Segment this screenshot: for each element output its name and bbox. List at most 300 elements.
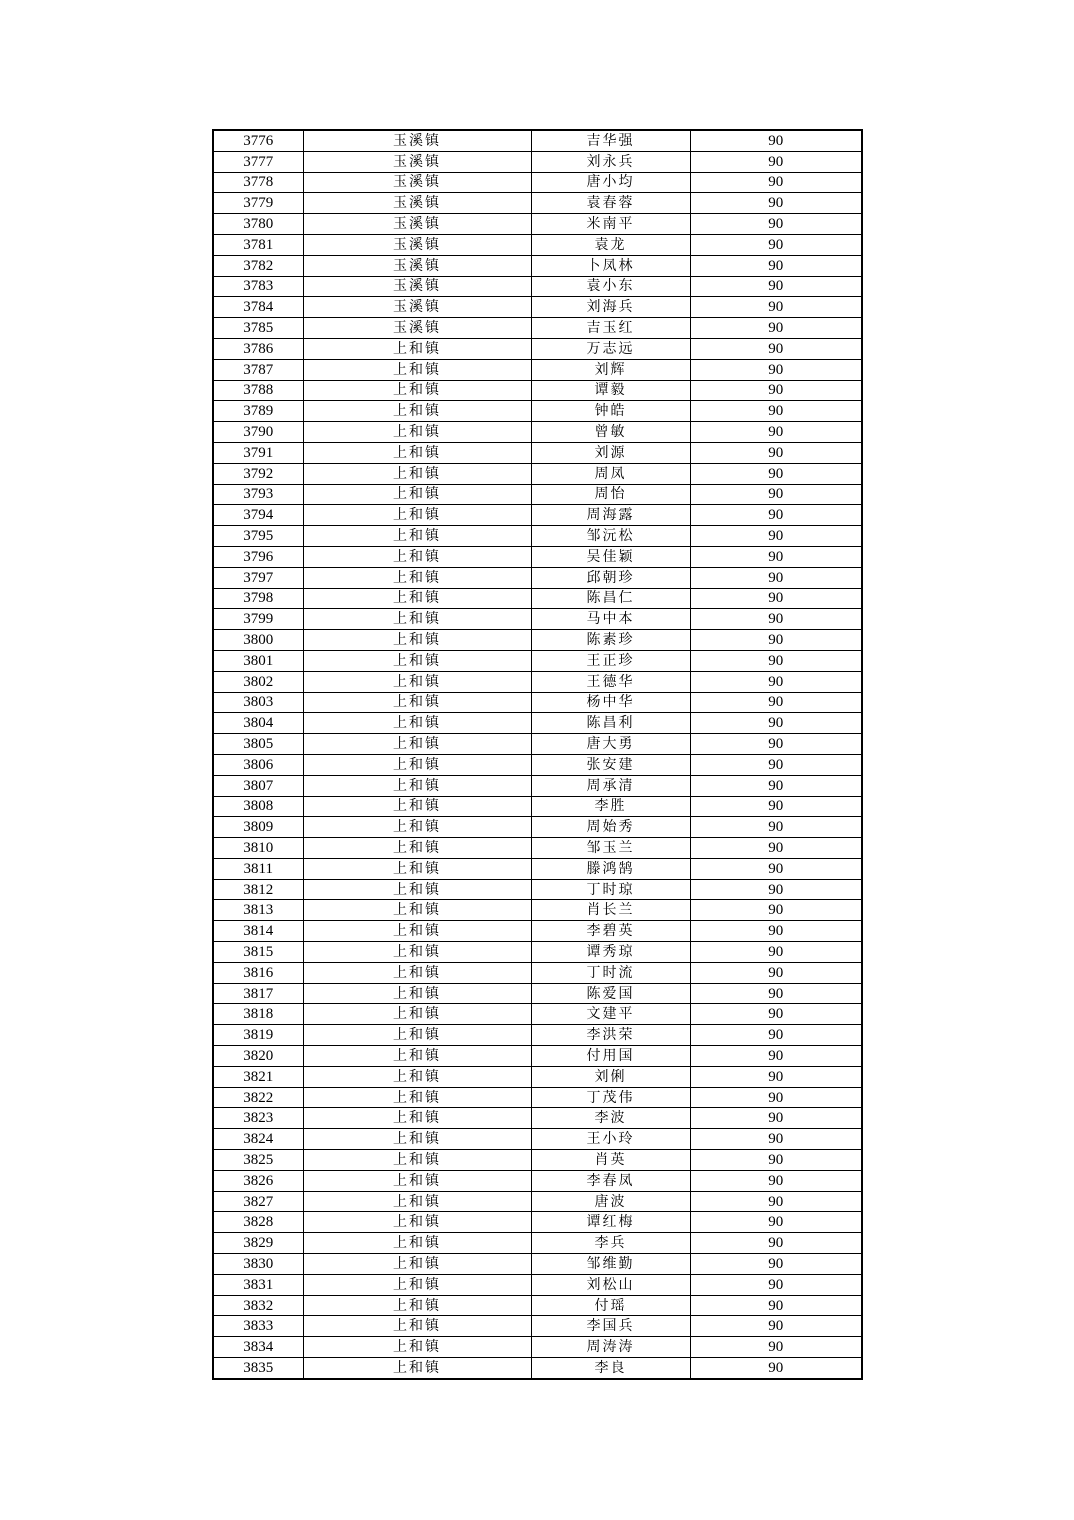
serial-number-cell: 3832	[213, 1295, 303, 1316]
amount-cell: 90	[690, 858, 862, 879]
amount-cell: 90	[690, 630, 862, 651]
serial-number-cell: 3811	[213, 858, 303, 879]
town-cell: 上和镇	[303, 380, 531, 401]
town-cell: 上和镇	[303, 734, 531, 755]
person-name-cell: 张安建	[531, 754, 690, 775]
serial-number-cell: 3785	[213, 318, 303, 339]
town-cell: 上和镇	[303, 588, 531, 609]
serial-number-cell: 3797	[213, 567, 303, 588]
serial-number-cell: 3795	[213, 526, 303, 547]
table-row	[213, 1129, 862, 1150]
town-cell: 上和镇	[303, 796, 531, 817]
serial-number-cell: 3810	[213, 838, 303, 859]
town-cell: 上和镇	[303, 1274, 531, 1295]
amount-cell: 90	[690, 1108, 862, 1129]
table-row	[213, 1337, 862, 1358]
town-cell: 玉溪镇	[303, 151, 531, 172]
amount-cell: 90	[690, 234, 862, 255]
serial-number-cell: 3831	[213, 1274, 303, 1295]
person-name-cell: 卜凤林	[531, 255, 690, 276]
amount-cell: 90	[690, 1295, 862, 1316]
table-row	[213, 234, 862, 255]
person-name-cell: 吴佳颖	[531, 546, 690, 567]
serial-number-cell: 3792	[213, 463, 303, 484]
table-row	[213, 380, 862, 401]
person-name-cell: 王德华	[531, 671, 690, 692]
serial-number-cell: 3820	[213, 1046, 303, 1067]
amount-cell: 90	[690, 921, 862, 942]
amount-cell: 90	[690, 151, 862, 172]
table-row	[213, 1212, 862, 1233]
amount-cell: 90	[690, 297, 862, 318]
table-row	[213, 858, 862, 879]
amount-cell: 90	[690, 214, 862, 235]
amount-cell: 90	[690, 983, 862, 1004]
table-row	[213, 775, 862, 796]
town-cell: 玉溪镇	[303, 130, 531, 151]
amount-cell: 90	[690, 942, 862, 963]
town-cell: 上和镇	[303, 1004, 531, 1025]
table-row	[213, 1358, 862, 1379]
town-cell: 上和镇	[303, 838, 531, 859]
person-name-cell: 肖英	[531, 1150, 690, 1171]
person-name-cell: 袁春蓉	[531, 193, 690, 214]
person-name-cell: 周怡	[531, 484, 690, 505]
person-name-cell: 李胜	[531, 796, 690, 817]
serial-number-cell: 3776	[213, 130, 303, 151]
table-row	[213, 297, 862, 318]
amount-cell: 90	[690, 1150, 862, 1171]
person-name-cell: 刘源	[531, 442, 690, 463]
serial-number-cell: 3835	[213, 1358, 303, 1379]
person-name-cell: 周涛涛	[531, 1337, 690, 1358]
serial-number-cell: 3782	[213, 255, 303, 276]
serial-number-cell: 3822	[213, 1087, 303, 1108]
town-cell: 上和镇	[303, 546, 531, 567]
table-row	[213, 276, 862, 297]
person-name-cell: 吉华强	[531, 130, 690, 151]
serial-number-cell: 3781	[213, 234, 303, 255]
town-cell: 上和镇	[303, 962, 531, 983]
person-name-cell: 李兵	[531, 1233, 690, 1254]
person-name-cell: 陈昌仁	[531, 588, 690, 609]
town-cell: 上和镇	[303, 401, 531, 422]
person-name-cell: 刘俐	[531, 1066, 690, 1087]
person-name-cell: 周承清	[531, 775, 690, 796]
serial-number-cell: 3801	[213, 650, 303, 671]
person-name-cell: 王正珍	[531, 650, 690, 671]
town-cell: 上和镇	[303, 1066, 531, 1087]
town-cell: 上和镇	[303, 422, 531, 443]
person-name-cell: 李国兵	[531, 1316, 690, 1337]
person-name-cell: 邱朝珍	[531, 567, 690, 588]
amount-cell: 90	[690, 650, 862, 671]
serial-number-cell: 3817	[213, 983, 303, 1004]
table-row	[213, 214, 862, 235]
serial-number-cell: 3826	[213, 1170, 303, 1191]
amount-cell: 90	[690, 962, 862, 983]
person-name-cell: 丁时琼	[531, 879, 690, 900]
town-cell: 上和镇	[303, 650, 531, 671]
person-name-cell: 曾敏	[531, 422, 690, 443]
serial-number-cell: 3791	[213, 442, 303, 463]
table-row	[213, 754, 862, 775]
serial-number-cell: 3809	[213, 817, 303, 838]
table-row	[213, 713, 862, 734]
table-row	[213, 1004, 862, 1025]
roster-table-body	[213, 130, 862, 1379]
person-name-cell: 唐大勇	[531, 734, 690, 755]
person-name-cell: 邹沅松	[531, 526, 690, 547]
amount-cell: 90	[690, 1066, 862, 1087]
table-row	[213, 172, 862, 193]
amount-cell: 90	[690, 338, 862, 359]
amount-cell: 90	[690, 318, 862, 339]
town-cell: 上和镇	[303, 338, 531, 359]
person-name-cell: 袁小东	[531, 276, 690, 297]
serial-number-cell: 3805	[213, 734, 303, 755]
serial-number-cell: 3808	[213, 796, 303, 817]
serial-number-cell: 3778	[213, 172, 303, 193]
town-cell: 上和镇	[303, 567, 531, 588]
table-row	[213, 1108, 862, 1129]
town-cell: 上和镇	[303, 1129, 531, 1150]
town-cell: 上和镇	[303, 1108, 531, 1129]
table-row	[213, 1254, 862, 1275]
amount-cell: 90	[690, 671, 862, 692]
table-row	[213, 442, 862, 463]
person-name-cell: 李碧英	[531, 921, 690, 942]
serial-number-cell: 3819	[213, 1025, 303, 1046]
serial-number-cell: 3833	[213, 1316, 303, 1337]
town-cell: 上和镇	[303, 879, 531, 900]
town-cell: 上和镇	[303, 609, 531, 630]
amount-cell: 90	[690, 484, 862, 505]
town-cell: 上和镇	[303, 1046, 531, 1067]
town-cell: 上和镇	[303, 671, 531, 692]
town-cell: 玉溪镇	[303, 297, 531, 318]
amount-cell: 90	[690, 546, 862, 567]
amount-cell: 90	[690, 1212, 862, 1233]
town-cell: 上和镇	[303, 442, 531, 463]
amount-cell: 90	[690, 1087, 862, 1108]
amount-cell: 90	[690, 276, 862, 297]
town-cell: 上和镇	[303, 1087, 531, 1108]
amount-cell: 90	[690, 1170, 862, 1191]
person-name-cell: 周凤	[531, 463, 690, 484]
serial-number-cell: 3796	[213, 546, 303, 567]
table-row	[213, 1233, 862, 1254]
table-row	[213, 671, 862, 692]
town-cell: 玉溪镇	[303, 255, 531, 276]
person-name-cell: 文建平	[531, 1004, 690, 1025]
person-name-cell: 丁茂伟	[531, 1087, 690, 1108]
amount-cell: 90	[690, 713, 862, 734]
serial-number-cell: 3813	[213, 900, 303, 921]
table-row	[213, 942, 862, 963]
serial-number-cell: 3793	[213, 484, 303, 505]
person-name-cell: 唐小均	[531, 172, 690, 193]
person-name-cell: 周海露	[531, 505, 690, 526]
serial-number-cell: 3779	[213, 193, 303, 214]
town-cell: 上和镇	[303, 775, 531, 796]
person-name-cell: 袁龙	[531, 234, 690, 255]
table-row	[213, 817, 862, 838]
amount-cell: 90	[690, 172, 862, 193]
serial-number-cell: 3798	[213, 588, 303, 609]
serial-number-cell: 3827	[213, 1191, 303, 1212]
town-cell: 上和镇	[303, 1254, 531, 1275]
person-name-cell: 李洪荣	[531, 1025, 690, 1046]
roster-table	[212, 129, 863, 1380]
person-name-cell: 米南平	[531, 214, 690, 235]
table-row	[213, 130, 862, 151]
amount-cell: 90	[690, 255, 862, 276]
table-row	[213, 796, 862, 817]
serial-number-cell: 3800	[213, 630, 303, 651]
amount-cell: 90	[690, 401, 862, 422]
town-cell: 上和镇	[303, 942, 531, 963]
serial-number-cell: 3804	[213, 713, 303, 734]
town-cell: 上和镇	[303, 1212, 531, 1233]
serial-number-cell: 3802	[213, 671, 303, 692]
table-row	[213, 838, 862, 859]
amount-cell: 90	[690, 1233, 862, 1254]
table-row	[213, 1274, 862, 1295]
person-name-cell: 邹维勤	[531, 1254, 690, 1275]
amount-cell: 90	[690, 359, 862, 380]
table-row	[213, 359, 862, 380]
amount-cell: 90	[690, 879, 862, 900]
town-cell: 上和镇	[303, 1170, 531, 1191]
person-name-cell: 李良	[531, 1358, 690, 1379]
amount-cell: 90	[690, 1129, 862, 1150]
town-cell: 玉溪镇	[303, 214, 531, 235]
town-cell: 上和镇	[303, 526, 531, 547]
person-name-cell: 谭秀琼	[531, 942, 690, 963]
serial-number-cell: 3829	[213, 1233, 303, 1254]
person-name-cell: 丁时流	[531, 962, 690, 983]
amount-cell: 90	[690, 1316, 862, 1337]
table-row	[213, 1191, 862, 1212]
table-row	[213, 588, 862, 609]
table-row	[213, 318, 862, 339]
serial-number-cell: 3824	[213, 1129, 303, 1150]
table-row	[213, 484, 862, 505]
amount-cell: 90	[690, 463, 862, 484]
amount-cell: 90	[690, 130, 862, 151]
town-cell: 玉溪镇	[303, 172, 531, 193]
town-cell: 上和镇	[303, 1150, 531, 1171]
amount-cell: 90	[690, 1358, 862, 1379]
serial-number-cell: 3825	[213, 1150, 303, 1171]
person-name-cell: 马中本	[531, 609, 690, 630]
table-row	[213, 1066, 862, 1087]
serial-number-cell: 3806	[213, 754, 303, 775]
person-name-cell: 杨中华	[531, 692, 690, 713]
person-name-cell: 陈昌利	[531, 713, 690, 734]
amount-cell: 90	[690, 380, 862, 401]
town-cell: 玉溪镇	[303, 193, 531, 214]
person-name-cell: 陈素珍	[531, 630, 690, 651]
person-name-cell: 付用国	[531, 1046, 690, 1067]
table-row	[213, 1316, 862, 1337]
town-cell: 上和镇	[303, 484, 531, 505]
table-row	[213, 734, 862, 755]
serial-number-cell: 3815	[213, 942, 303, 963]
table-row	[213, 567, 862, 588]
person-name-cell: 滕鸿鹄	[531, 858, 690, 879]
serial-number-cell: 3821	[213, 1066, 303, 1087]
serial-number-cell: 3823	[213, 1108, 303, 1129]
table-row	[213, 463, 862, 484]
serial-number-cell: 3788	[213, 380, 303, 401]
person-name-cell: 谭毅	[531, 380, 690, 401]
amount-cell: 90	[690, 796, 862, 817]
table-row	[213, 401, 862, 422]
town-cell: 上和镇	[303, 1191, 531, 1212]
amount-cell: 90	[690, 609, 862, 630]
table-row	[213, 650, 862, 671]
amount-cell: 90	[690, 442, 862, 463]
table-row	[213, 151, 862, 172]
serial-number-cell: 3789	[213, 401, 303, 422]
table-row	[213, 193, 862, 214]
amount-cell: 90	[690, 775, 862, 796]
town-cell: 上和镇	[303, 754, 531, 775]
town-cell: 上和镇	[303, 921, 531, 942]
town-cell: 上和镇	[303, 505, 531, 526]
table-row	[213, 1170, 862, 1191]
table-row	[213, 1295, 862, 1316]
amount-cell: 90	[690, 1191, 862, 1212]
person-name-cell: 唐波	[531, 1191, 690, 1212]
serial-number-cell: 3784	[213, 297, 303, 318]
person-name-cell: 钟皓	[531, 401, 690, 422]
table-row	[213, 422, 862, 443]
serial-number-cell: 3790	[213, 422, 303, 443]
person-name-cell: 吉玉红	[531, 318, 690, 339]
table-row	[213, 921, 862, 942]
town-cell: 上和镇	[303, 692, 531, 713]
person-name-cell: 周始秀	[531, 817, 690, 838]
serial-number-cell: 3799	[213, 609, 303, 630]
serial-number-cell: 3828	[213, 1212, 303, 1233]
town-cell: 玉溪镇	[303, 234, 531, 255]
amount-cell: 90	[690, 817, 862, 838]
table-row	[213, 962, 862, 983]
person-name-cell: 刘永兵	[531, 151, 690, 172]
table-row	[213, 1046, 862, 1067]
table-row	[213, 1025, 862, 1046]
town-cell: 上和镇	[303, 900, 531, 921]
serial-number-cell: 3803	[213, 692, 303, 713]
person-name-cell: 陈爱国	[531, 983, 690, 1004]
table-row	[213, 1087, 862, 1108]
person-name-cell: 肖长兰	[531, 900, 690, 921]
amount-cell: 90	[690, 526, 862, 547]
amount-cell: 90	[690, 692, 862, 713]
table-row	[213, 879, 862, 900]
table-row	[213, 526, 862, 547]
town-cell: 上和镇	[303, 1316, 531, 1337]
person-name-cell: 李波	[531, 1108, 690, 1129]
table-row	[213, 338, 862, 359]
table-row	[213, 505, 862, 526]
town-cell: 上和镇	[303, 463, 531, 484]
serial-number-cell: 3794	[213, 505, 303, 526]
table-row	[213, 630, 862, 651]
serial-number-cell: 3830	[213, 1254, 303, 1275]
person-name-cell: 谭红梅	[531, 1212, 690, 1233]
serial-number-cell: 3783	[213, 276, 303, 297]
town-cell: 上和镇	[303, 983, 531, 1004]
serial-number-cell: 3787	[213, 359, 303, 380]
amount-cell: 90	[690, 567, 862, 588]
serial-number-cell: 3816	[213, 962, 303, 983]
amount-cell: 90	[690, 900, 862, 921]
table-row	[213, 900, 862, 921]
table-row	[213, 983, 862, 1004]
table-row	[213, 546, 862, 567]
table-row	[213, 609, 862, 630]
serial-number-cell: 3814	[213, 921, 303, 942]
table-row	[213, 692, 862, 713]
serial-number-cell: 3834	[213, 1337, 303, 1358]
serial-number-cell: 3812	[213, 879, 303, 900]
amount-cell: 90	[690, 1004, 862, 1025]
town-cell: 上和镇	[303, 1233, 531, 1254]
serial-number-cell: 3777	[213, 151, 303, 172]
amount-cell: 90	[690, 734, 862, 755]
amount-cell: 90	[690, 1046, 862, 1067]
town-cell: 上和镇	[303, 1337, 531, 1358]
town-cell: 上和镇	[303, 1295, 531, 1316]
amount-cell: 90	[690, 505, 862, 526]
town-cell: 上和镇	[303, 817, 531, 838]
serial-number-cell: 3807	[213, 775, 303, 796]
person-name-cell: 刘海兵	[531, 297, 690, 318]
serial-number-cell: 3780	[213, 214, 303, 235]
person-name-cell: 付瑶	[531, 1295, 690, 1316]
amount-cell: 90	[690, 422, 862, 443]
town-cell: 上和镇	[303, 1025, 531, 1046]
amount-cell: 90	[690, 754, 862, 775]
serial-number-cell: 3786	[213, 338, 303, 359]
amount-cell: 90	[690, 1025, 862, 1046]
person-name-cell: 刘松山	[531, 1274, 690, 1295]
person-name-cell: 万志远	[531, 338, 690, 359]
amount-cell: 90	[690, 838, 862, 859]
town-cell: 上和镇	[303, 359, 531, 380]
amount-cell: 90	[690, 1337, 862, 1358]
amount-cell: 90	[690, 1254, 862, 1275]
table-row	[213, 255, 862, 276]
person-name-cell: 刘辉	[531, 359, 690, 380]
town-cell: 玉溪镇	[303, 276, 531, 297]
town-cell: 上和镇	[303, 713, 531, 734]
town-cell: 玉溪镇	[303, 318, 531, 339]
table-row	[213, 1150, 862, 1171]
town-cell: 上和镇	[303, 858, 531, 879]
amount-cell: 90	[690, 588, 862, 609]
town-cell: 上和镇	[303, 630, 531, 651]
amount-cell: 90	[690, 193, 862, 214]
amount-cell: 90	[690, 1274, 862, 1295]
person-name-cell: 李春凤	[531, 1170, 690, 1191]
person-name-cell: 王小玲	[531, 1129, 690, 1150]
person-name-cell: 邹玉兰	[531, 838, 690, 859]
